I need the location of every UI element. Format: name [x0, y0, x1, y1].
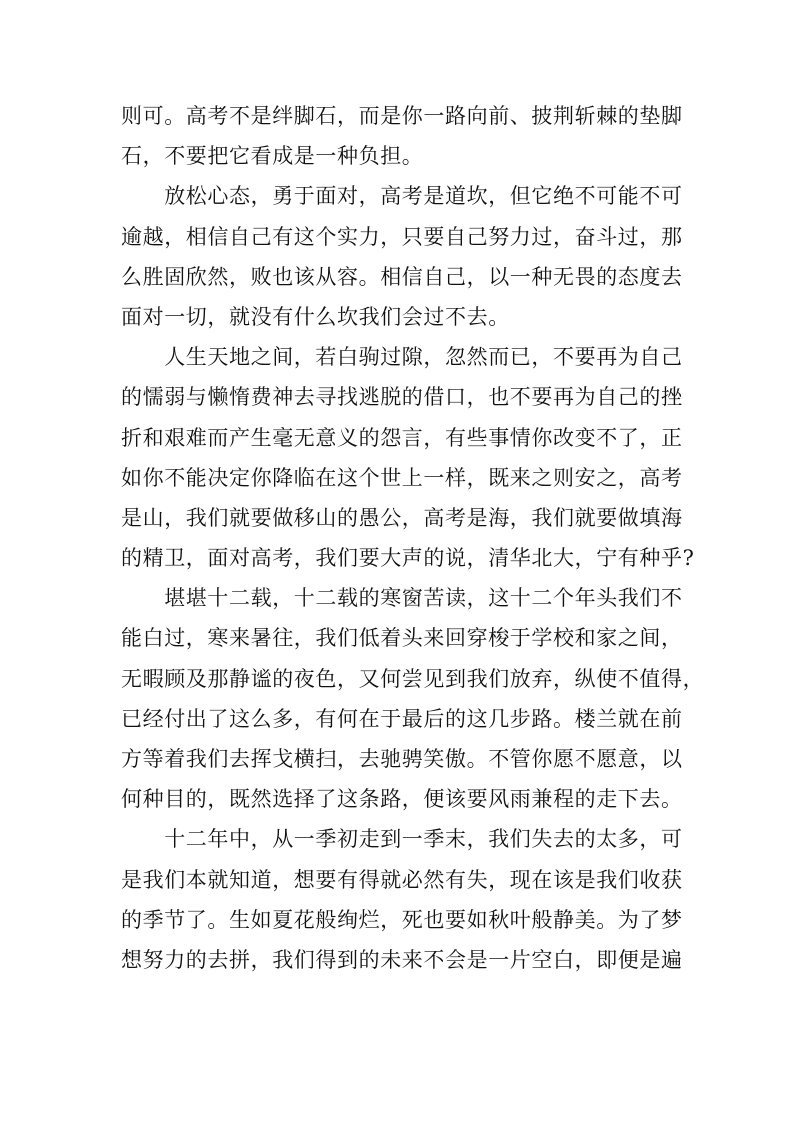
text-line-21: 的季节了。生如夏花般绚烂，死也要如秋叶般静美。为了梦	[121, 907, 683, 932]
text-line-1: 则可。高考不是绊脚石，而是你一路向前、披荆斩棘的垫脚	[121, 104, 683, 128]
text-line-12: 的精卫，面对高考，我们要大声的说，清华北大，宁有种乎?	[121, 546, 695, 571]
text-line-6: 面对一切，就没有什么坎我们会过不去。	[121, 304, 510, 329]
text-line-17: 方等着我们去挥戈横扫，去驰骋笑傲。不管你愿不愿意，以	[121, 747, 683, 771]
text-line-3: 放松心态，勇于面对，高考是道坎，但它绝不可能不可	[121, 184, 683, 209]
text-line-18: 何种目的，既然选择了这条路，便该要风雨兼程的走下去。	[121, 787, 683, 812]
text-line-16: 已经付出了这么多，有何在于最后的这几步路。楼兰就在前	[121, 706, 683, 731]
text-line-15: 无暇顾及那静谧的夜色，又何尝见到我们放弃，纵使不值得，	[121, 666, 705, 691]
text-line-9: 折和艰难而产生毫无意义的怨言，有些事情你改变不了，正	[121, 425, 683, 450]
text-line-14: 能白过，寒来暑往，我们低着头来回穿梭于学校和家之间，	[121, 626, 683, 651]
text-line-2: 石，不要把它看成是一种负担。	[121, 144, 424, 169]
text-line-4: 逾越，相信自己有这个实力，只要自己努力过，奋斗过，那	[121, 224, 683, 249]
text-line-7: 人生天地之间，若白驹过隙，忽然而已，不要再为自己	[121, 345, 683, 370]
text-line-5: 么胜固欣然，败也该从容。相信自己，以一种无畏的态度去	[121, 264, 683, 289]
document-body	[121, 96, 705, 980]
text-line-20: 是我们本就知道，想要有得就必然有失，现在该是我们收获	[121, 867, 683, 892]
text-line-22: 想努力的去拼，我们得到的未来不会是一片空白，即便是遍	[121, 947, 683, 972]
text-line-13: 堪堪十二载，十二载的寒窗苦读，这十二个年头我们不	[121, 586, 683, 611]
text-line-11: 是山，我们就要做移山的愚公，高考是海，我们就要做填海	[121, 505, 683, 530]
text-line-10: 如你不能决定你降临在这个世上一样，既来之则安之，高考	[121, 465, 683, 490]
text-line-19: 十二年中，从一季初走到一季末，我们失去的太多，可	[121, 827, 683, 852]
text-line-8: 的懦弱与懒惰费神去寻找逃脱的借口，也不要再为自己的挫	[121, 385, 683, 410]
